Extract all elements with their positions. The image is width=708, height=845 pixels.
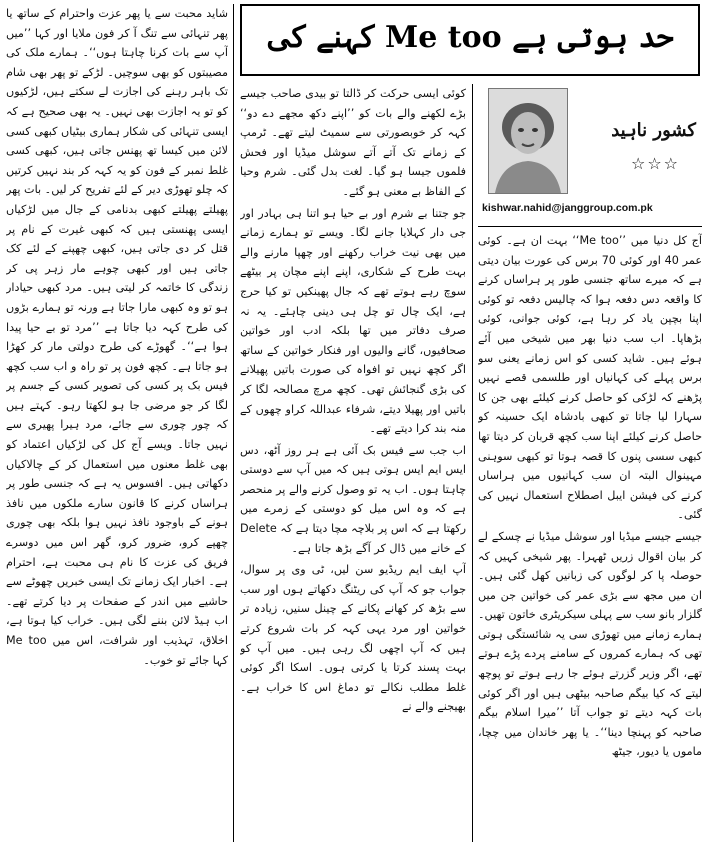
paragraph: جیسے جیسے میڈیا اور سوشل میڈیا نے چسکے لے کر بیان اقوال زریں ٹھہرا۔ پھر شیخی کہیں کہ حوصلہ پا کر لوگوں کی زبانیں کھل گئی ہیں۔ ان میں مجھ سے بڑی عمر کی خواتین جن میں گلزار بانو سب سے پہلی سیکریٹری خاتون تھیں۔ ہمارے زمانے میں تھوڑی سی یہ شائستگی ہوتی تھی کہ ہمارے کمروں کے سامنے پردے پڑے ہوتے تھے، اگر وزیر گزرتے ہوئے جا رہے ہوتے تو پوچھ لیتے کہ کیا بیگم صاحبہ بیٹھی ہیں اور اگر کوئی بات کہہ دیتے تو جواب آتا ’’میرا اسلام بیگم صاحبہ کو پہنچا دینا‘‘۔ یا پھر خاندان میں چچا، ماموں یا دیور، جیٹھ [478, 529, 702, 759]
column-divider [233, 4, 234, 842]
headline-box [240, 4, 700, 76]
paragraph: شاید محبت سے یا پھر عزت واحترام کے ساتھ یا پھر تنہائی سے تنگ آ کر فون ملایا اور کہا ’’میں آپ سے بات کرنا چاہتا ہوں‘‘۔ ہمارے ملک کی مصیبتوں کو بھی سوچیں۔ لڑکے تو پھر بھی شام تک باہر رہنے کی اجازت لے سکتے ہیں، لڑکیوں کو تو یہ اجازت بھی نہیں۔ یہ بھی صحیح ہے کہ ایسی تنہائی کی شکار ہماری بیٹیاں کبھی کسی لائن میں کیسا تھ پھنس جاتی ہیں، کبھی کسی غلط نمبر کے فون کو یہ کہہ کر بند نہیں کرتیں کہ چلو تھوڑی دیر کے لئے تفریح کر لیں۔ بات پھر پھیلتے پھیلتے کبھی بدنامی کے جال میں لڑکیاں ایسی پھنستی ہیں کہ کبھی غیرت کے نام پر قتل کر دی جاتی ہیں، کبھی چھپنے کے لئے کک جاتی ہیں اور کبھی چوہے مار زہر پی کر زندگی کا خاتمہ کر لیتی ہیں۔ مرد کبھی حیادار ہو تو وہ کبھی مارا جاتا ہے ورنہ تو ہمارے بڑوں کی طرح کہہ دیا جاتا ہے ’’مرد تو بے حیا پیدا ہوا ہے‘‘۔ گھوڑے کی طرح دولتی مار کر کھڑا ہو جاتا ہے۔ کچھ فون پر تو راہ و اب سب کچھ فیس بک پر کسی کی تصویر کسی کے جسم پر لگا کر جو مرضی جا ہو لکھتا رہو۔ کہتے ہیں کہ چور چوری سے جائے، مرد ہیرا پھیری سے نہیں جاتا۔ ویسے آج کل کی لڑکیاں اعتماد کو بھی غلط معنوں میں استعمال کر کے چالاکیاں دکھاتی ہیں۔ افسوس یہ ہے کہ جنسی طور پر ہراساں کرنے کا قانون سارے ملکوں میں نافذ ہونے کے باوجود نافذ نہیں ہوا بلکہ بھی چوری چھپے کرو، ضرور کرو، گھر اس میں دوسرے فریق کی عزت کا نام ہی محبت ہے، احترام ہے۔ اخبار ایک زمانے تک ایسی خبریں چھوٹے سے حاشیے میں اندر کے صفحات پر دیا کرتے تھے۔ اب ہیڈ لائن بننے لگی ہیں۔ خراب کیا ہوتا ہے، اخلاق، تہذیب اور شرافت، اس میں Me too کہا جائے تو خوب۔ [6, 7, 228, 667]
paragraph: کوئی ایسی حرکت کر ڈالتا تو بیدی صاحب جیسے بڑے لکھنے والے بات کو ’’اپنے دکھ مجھے دے دو‘‘ کہہ کر خوبصورتی سے سمیٹ لیتے تھے۔ ٹرمپ کے زمانے تک آتے آتے سوشل میڈیا اور فحش فلموں جیسا ہو گیا۔ لغت بدل گئی۔ شرم وحیا کے الفاظ بے معنی ہو گئے۔ [240, 87, 466, 198]
paragraph: اب جب سے فیس بک آئی ہے ہر روز آٹھ، دس ایس ایم ایس ہوتی ہیں کہ میں آپ سے دوستی چاہتا ہوں۔ اب یہ تو وصول کرنے والے پر منحصر ہے کہ وہ اس میل کو دوستی کے زمرے میں رکھتا ہے کہ اس پر بلاچہ مچا دیتا ہے کہ Delete کے خانے میں ڈال کر آگے بڑھ جاتا ہے۔ [240, 443, 466, 555]
author-portrait-image [489, 89, 567, 193]
paragraph: جو جتنا بے شرم اور بے حیا ہو اتنا ہی بہادر اور جی دار کہلایا جانے لگا۔ ویسے تو ہمارے زمانے میں بھی نیت خراب رکھنے اور چھپا مارنے والے بہت طرح کے شکاری، اپنے اپنے مچان پر بیٹھے سوچ رہے ہوتے تھے کہ جال پھینکیں تو کیا حرج ہے، ایک چال تو چل ہی دینی چاہئے۔ یہ نہ صرف دفاتر میں تھا بلکہ ادب اور خواتین صحافیوں، گانے والیوں اور فنکار خواتین کے ساتھ اگر کچھ نہیں تو افواہ کی صورت باتیں پھیلانے کی بڑی گنجائش تھی۔ کچھ مرچ مصالحہ لگا کر باتیں اور پھیلا دیتے، شرفاء عبداللہ کراو چھوں کے منہ بند کرا دیتے تھے۔ [240, 206, 466, 436]
article-column-middle [240, 84, 466, 842]
article-column-right [478, 231, 702, 842]
paragraph: آپ ایف ایم ریڈیو سن لیں، ٹی وی پر سوال، جواب جو کہ آپ کی ریٹنگ دکھاتے ہوں اور سب سے بڑھ کر کھانے پکانے کے چینل سنیں، زیادہ تر خواتین اور مرد یہی کہہ کر بات شروع کرتے ہیں کہ آپ اچھی لگ رہی ہیں۔ میں آپ کو بہت پسند کرتا یا کرتی ہوں۔ اسکا اگر کوئی غلط مطلب نکالے تو دماغ اس کا خراب ہے۔ بھیجنے والے نے [240, 563, 466, 714]
author-box-divider [478, 226, 702, 227]
author-name: کشور ناہید [611, 120, 696, 141]
article-column-left [6, 4, 228, 842]
paragraph: آج کل دنیا میں ’’Me too‘‘ بہت ان ہے۔ کوئی عمر 40 اور کوئی 70 برس کی عورت بیان دیتی ہے کہ میرے ساتھ جنسی طور پر ہراساں کرنے کا واقعہ دس دفعہ ہوا کہ چالیس دفعہ تو کوئی اپنا بچپن یاد کر رہا ہے، کوئی جوانی، کوئی بڑھاپا۔ اب سب دنیا بھر میں شیخی میں آئے ہوئے ہیں۔ شاید کسی کو اس زمانے یعنی سو برس پہلے کی کہانیاں اور طلسمی قصے نہیں پڑھنے کہ لڑکی کو حاصل کرنے کیلئے بھی جن کا سہارا لیا جاتا تو کبھی بادشاہ ایک حسینہ کو حاصل کرنے کیلئے اپنا سب کچھ قربان کر دیتا تھا کبھی سسی پنوں کا قصہ ہوتا تو کبھی سوہنی مہینوال البتہ ان سب کہانیوں میں ہراساں کرنے کی فیشن ایبل اصطلاح استعمال نہیں کی گئی۔ [478, 234, 702, 522]
author-rating-stars: ☆☆☆ [630, 154, 680, 173]
author-photo [488, 88, 568, 194]
column-divider [472, 84, 473, 842]
author-email[interactable]: kishwar.nahid@janggroup.com.pk [482, 202, 653, 214]
author-box [478, 84, 702, 220]
headline: حد ہوتی ہے Me too کہنے کی [266, 20, 674, 55]
